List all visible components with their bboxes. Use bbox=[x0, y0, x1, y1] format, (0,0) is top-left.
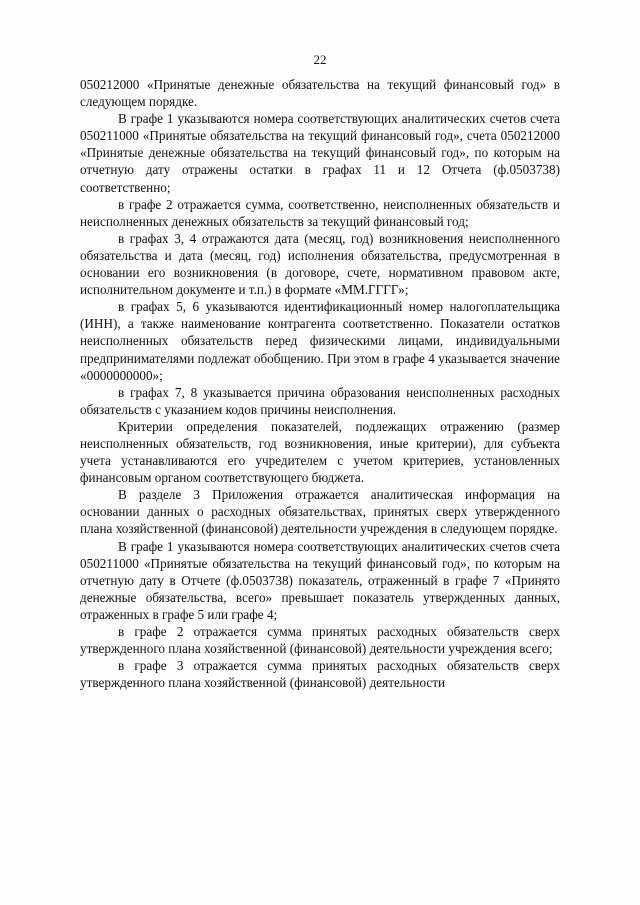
paragraph-4: в графах 3, 4 отражаются дата (месяц, год) возникновения неисполненного обязательства и дата (месяц, год) исполнения обязательства, предусмотренная в основании его возникновения (в договоре, счете, нормативном правовом акте, исполнительном документе и т.п.) в формате «ММ.ГГГГ»; bbox=[80, 230, 560, 298]
paragraph-5: в графах 5, 6 указываются идентификационный номер налогоплательщика (ИНН), а также наименование контрагента соответственно. Показатели остатков неисполненных обязательств перед физическими лицами, индивидуальными предпринимателями подлежат обобщению. При этом в графе 4 указывается значение «0000000000»; bbox=[80, 299, 560, 383]
paragraph-3: в графе 2 отражается сумма, соответственно, неисполненных обязательств и неисполненных денежных обязательств за текущий финансовый год; bbox=[80, 196, 560, 229]
paragraph-7: Критерии определения показателей, подлежащих отражению (размер неисполненных обязательств, год возникновения, иные критерии), для субъекта учета устанавливаются его учредителем с учетом критериев, установленных финансовым органом соответствующего бюджета. bbox=[80, 418, 560, 486]
page-number: 22 bbox=[313, 52, 327, 67]
paragraph-9: В графе 1 указываются номера соответствующих аналитических счетов счета 050211000 «Принятые обязательства на текущий финансовый год», по которым на отчетную дату в Отчете (ф.0503738) показатель, отраженный в графе 7 «Принято денежные обязательства, всего» превышает показатель утвержденных данных, отраженных в графе 5 или графе 4; bbox=[80, 538, 560, 622]
paragraph-2: В графе 1 указываются номера соответствующих аналитических счетов счета 050211000 «Принятые обязательства на текущий финансовый год», счета 050212000 «Принятые денежные обязательства на текущий финансовый год», по которым на отчетную дату отражены остатки в графах 11 и 12 Отчета (ф.0503738) соответственно; bbox=[80, 111, 560, 195]
paragraph-1: 050212000 «Принятые денежные обязательства на текущий финансовый год» в следующем порядке. bbox=[80, 77, 560, 110]
paragraph-8: В разделе 3 Приложения отражается аналитическая информация на основании данных о расходных обязательствах, принятых сверх утвержденного плана хозяйственной (финансовой) деятельности учреждения в следующем порядке. bbox=[80, 487, 560, 537]
paragraph-11: в графе 3 отражается сумма принятых расходных обязательств сверх утвержденного плана хозяйственной (финансовой) деятельности bbox=[80, 658, 560, 691]
document-body bbox=[80, 76, 560, 691]
paragraph-10: в графе 2 отражается сумма принятых расходных обязательств сверх утвержденного плана хозяйственной (финансовой) деятельности учреждения всего; bbox=[80, 624, 560, 657]
paragraph-6: в графах 7, 8 указывается причина образования неисполненных расходных обязательств с указанием кодов причины неисполнения. bbox=[80, 384, 560, 417]
